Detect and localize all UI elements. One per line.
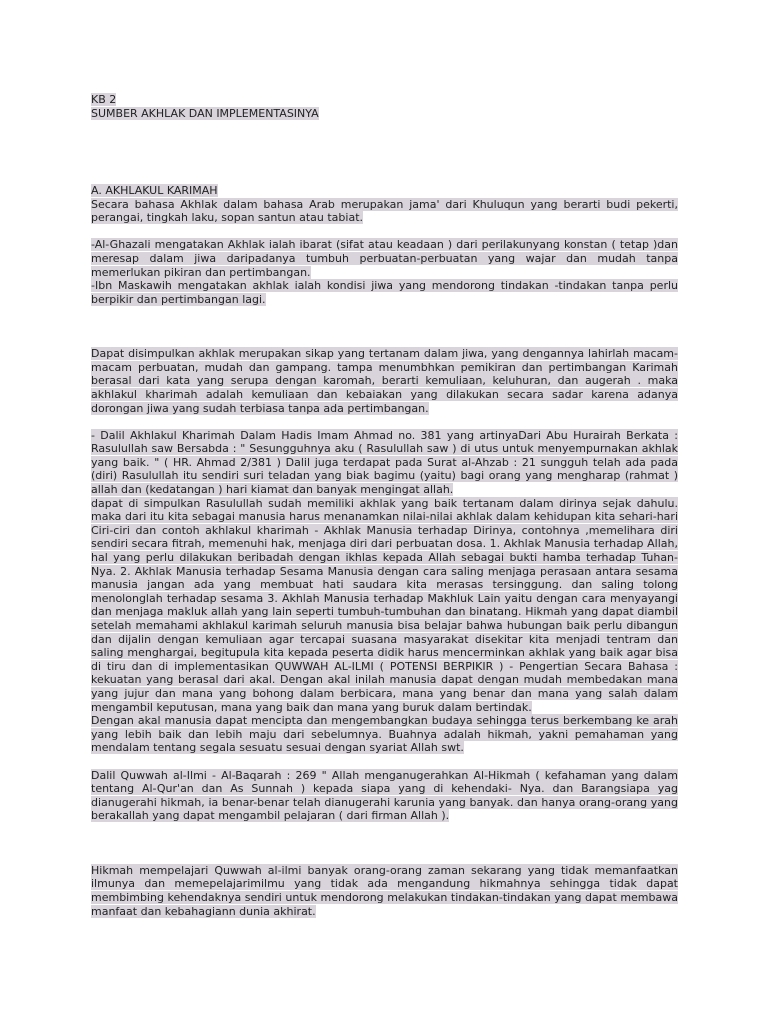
kb-label: KB 2 [91,93,117,106]
section-akhlakul-karimah [91,184,678,918]
document-header [91,93,678,120]
paragraph-definition: Secara bahasa Akhlak dalam bahasa Arab merupakan jama' dari Khuluqun yang berarti budi pekerti, perangai, tingkah laku, sopan santun atau tabiat. [91,197,678,225]
paragraph-conclusion: Dapat disimpulkan akhlak merupakan sikap yang tertanam dalam jiwa, yang dengannya lahirlah macam-macam perbuatan, mudah dan gampang. tampa menumbhkan pemikiran dan pertimbangan Karimah berasal dari kata yang serupa dengan karomah, berarti kemuliaan, keluhuran, dan augerah . maka akhlakul kharimah adalah kemuliaan dan kebaiakan yang dilakukan secara sadar karena adanya dorongan jiwa yang sudah terbiasa tanpa ada pertimbangan. [91,347,678,415]
document-title: SUMBER AKHLAK DAN IMPLEMENTASINYA [91,106,319,120]
paragraph-ciri-ciri: dapat di simpulkan Rasulullah sudah memiliki akhlak yang baik tertanam dalam dirinya sejak dahulu. maka dari itu kita sebagai manusia harus menanamkan nilai-nilai akhlak dalam kehidupan kita sehari-hari Ciri-ciri dan contoh akhlakul kharimah - Akhlak Manusia terhadap Dirinya, contohnya ,memelihara diri sendiri secara fitrah, memenuhi hak, menjaga diri dari perbuatan dosa. 1. Akhlak Manusia terhadap Allah, hal yang perlu dilakukan beribadah dengan ikhlas kepada Allah sebagai bukti hamba terhadap Tuhan-Nya. 2. Akhlak Manusia terhadap Sesama Manusia dengan cara saling menjaga perasaan antara sesama manusia jangan ada yang membuat hati saudara kita merasas tersinggung. dan saling tolong menolonglah terhadap sesama 3. Akhlah Manusia terhadap Makhluk Lain yaitu dengan cara menyayangi dan menjaga makluk allah yang lain seperti tumbuh-tumbuhan dan binatang. Hikmah yang dapat diambil setelah memahami akhlakul karimah seluruh manusia bisa belajar bahwa hubungan baik perlu dibangun dan dijalin dengan kemuliaan agar tercapai suasana masyarakat disekitar kita menjadi tentram dan saling menghargai, begitupula kita kepada peserta didik harus mencerminkan akhlak yang baik agar bisa di tiru dan di implementasikan QUWWAH AL-ILMI ( POTENSI BERPIKIR ) - Pengertian Secara Bahasa : kekuatan yang berasal dari akal. Dengan akal inilah manusia dapat dengan mudah membedakan mana yang jujur dan mana yang bohong dalam berbicara, mana yang benar dan mana yang salah dalam mengambil keputusan, mana yang baik dan mana yang buruk dalam bertindak. [91,496,678,714]
section-heading: A. AKHLAKUL KARIMAH [91,184,218,197]
paragraph-dalil-quwwah: Dalil Quwwah al-Ilmi - Al-Baqarah : 269 " Allah menganugerahkan Al-Hikmah ( kefahaman yang dalam tentang Al-Qur'an dan As Sunnah ) kepada siapa yang di kehendaki- Nya. dan Barangsiapa yag dianugerahi hikmah, ia benar-benar telah dianugerahi karunia yang banyak. dan hanya orang-orang yang berakallah yang dapat mengambil pelajaran ( dari firman Allah ). [91,768,678,823]
paragraph-ibn-maskawih: -Ibn Maskawih mengatakan akhlak ialah kondisi jiwa yang mendorong tindakan -tindakan tanpa perlu berpikir dan pertimbangan lagi. [91,279,678,306]
paragraph-al-ghazali: -Al-Ghazali mengatakan Akhlak ialah ibarat (sifat atau keadaan ) dari perilakunyang konstan ( tetap )dan meresap dalam jiwa daripadanya tumbuh perbuatan-perbuatan yang wajar dan mudah tanpa memerlukan pikiran dan pertimbangan. [91,238,678,279]
paragraph-akal: Dengan akal manusia dapat mencipta dan mengembangkan budaya sehingga terus berkembang ke arah yang lebih baik dan lebih maju dari sebelumnya. Buahnya adalah hikmah, yakni pemahaman yang mendalam tentang segala sesuatu sesuai dengan syariat Allah swt. [91,714,678,755]
paragraph-hikmah: Hikmah mempelajari Quwwah al-ilmi banyak orang-orang zaman sekarang yang tidak memanfaatkan ilmunya dan memepelajarimilmu yang tidak ada mengandung hikmahnya sehingga tidak dapat membimbing kehendaknya sendiri untuk mendorong melakukan tindakan-tindakan yang dapat membawa manfaat dan kebahagiann dunia akhirat. [91,863,678,918]
paragraph-dalil-hadis: - Dalil Akhlakul Kharimah Dalam Hadis Imam Ahmad no. 381 yang artinyaDari Abu Hurairah Berkata : Rasulullah saw Bersabda : " Sesungguhnya aku ( Rasulullah saw ) di utus untuk menyempurnakan akhlak yang baik. " ( HR. Ahmad 2/381 ) Dalil juga terdapat pada Surat al-Ahzab : 21 sungguh telah ada pada (diri) Rasulullah itu sendiri suri teladan yang biak bagimu (yaitu) bagi orang yang mengharap (rahmat ) allah dan (kedatangan ) hari kiamat dan banyak mengingat allah. [91,428,678,497]
